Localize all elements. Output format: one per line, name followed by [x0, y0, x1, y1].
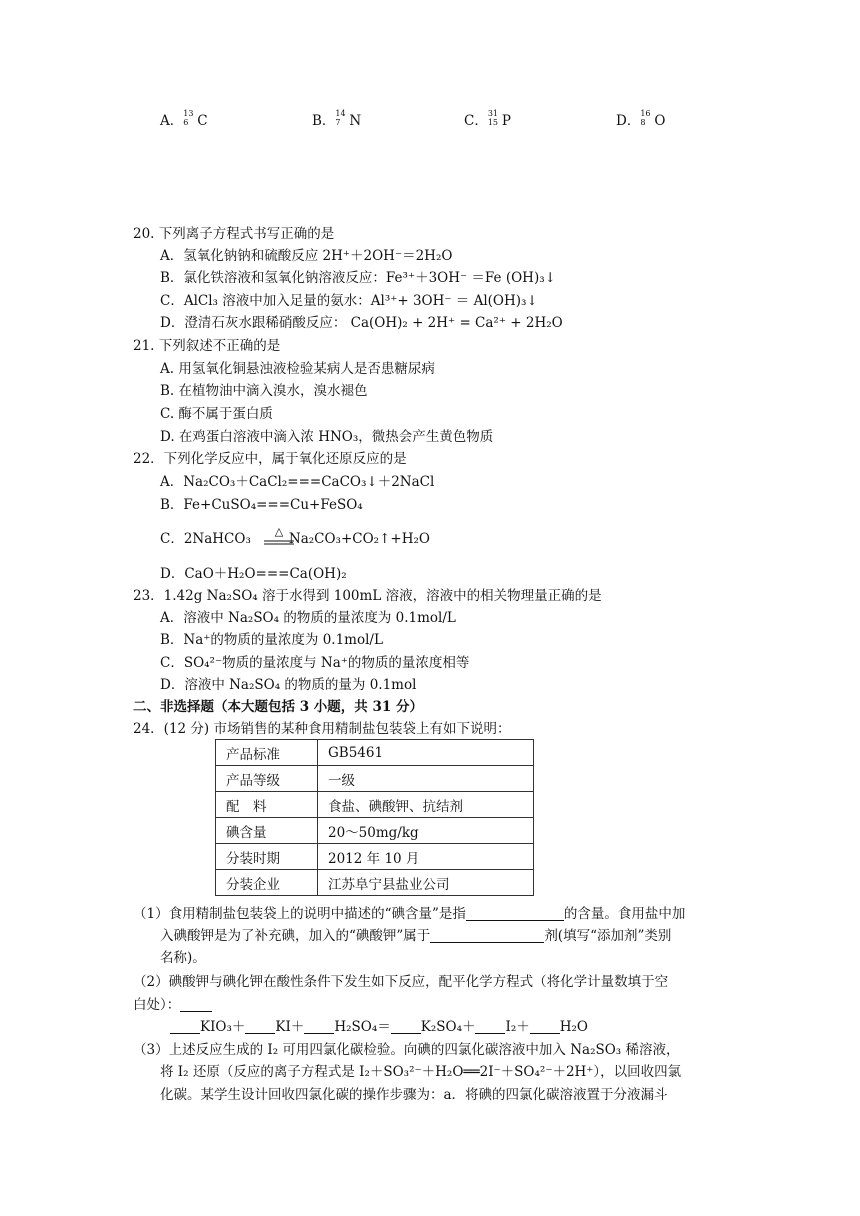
option-a: A． 13 6 C — [160, 109, 208, 129]
table-row — [216, 870, 534, 896]
table-cell: 2012 年 10 月 — [318, 844, 534, 870]
table-cell: 分装企业 — [216, 870, 318, 896]
answer-blank[interactable] — [180, 997, 212, 1012]
table-cell: 产品标准 — [216, 740, 318, 766]
q21-option-a: A. 用氢氧化铜悬浊液检验某病人是否患糖尿病 — [160, 361, 435, 377]
q21-option-c: C. 酶不属于蛋白质 — [160, 406, 273, 422]
q23-option-c: C．SO₄²⁻物质的量浓度与 Na⁺的物质的量浓度相等 — [160, 655, 470, 671]
q22-option-c: C．2NaHCO₃ Na₂CO₃+CO₂↑+H₂O — [160, 531, 430, 547]
coefficient-blank[interactable] — [391, 1019, 421, 1034]
table-row — [216, 792, 534, 818]
q21-option-d: D. 在鸡蛋白溶液中滴入浓 HNO₃，微热会产生黄色物质 — [160, 429, 494, 445]
table-cell: 产品等级 — [216, 766, 318, 792]
table-cell: 碘含量 — [216, 818, 318, 844]
part-2-line-1: （2）碘酸钾与碘化钾在酸性条件下发生如下反应，配平化学方程式（将化学计量数填于空 — [133, 974, 669, 990]
q22-option-a: A．Na₂CO₃＋CaCl₂===CaCO₃↓＋2NaCl — [160, 474, 435, 490]
question-24-stem: 24．(12 分) 市场销售的某种食用精制盐包装袋上有如下说明： — [133, 721, 511, 737]
q20-option-d: D．澄清石灰水跟稀硝酸反应： Ca(OH)₂ + 2H⁺ = Ca²⁺ + 2H₂O — [160, 315, 563, 331]
coefficient-blank[interactable] — [245, 1019, 275, 1034]
balance-equation: KIO₃＋ KI＋ H₂SO₄＝ K₂SO₄＋ I₂＋ H₂O — [170, 1018, 588, 1036]
answer-blank-iodine[interactable] — [466, 906, 564, 921]
option-d: D． 16 8 O — [616, 109, 666, 129]
q23-option-a: A．溶液中 Na₂SO₄ 的物质的量浓度为 0.1mol/L — [160, 610, 456, 626]
section-heading: 二、非选择题（本大题包括 3 小题，共 31 分） — [133, 699, 423, 715]
heat-condition-mark — [264, 525, 294, 547]
part-3-line-3: 化碳。某学生设计回收四氯化碳的操作步骤为：a．将碘的四氯化碳溶液置于分液漏斗 — [160, 1087, 668, 1103]
question-23-stem: 23．1.42g Na₂SO₄ 溶于水得到 100mL 溶液，溶液中的相关物理量正确的是 — [133, 588, 602, 604]
table-row — [216, 844, 534, 870]
q20-option-c: C．AlCl₃ 溶液中加入足量的氨水：Al³⁺+ 3OH⁻ ＝ Al(OH)₃↓ — [160, 293, 538, 309]
coefficient-blank[interactable] — [475, 1019, 505, 1034]
q22-option-d: D．CaO＋H₂O===Ca(OH)₂ — [160, 566, 347, 582]
part-1-line-2: 入碘酸钾是为了补充碘，加入的“碘酸钾”属于 剂(填写“添加剂”类别 — [160, 928, 672, 944]
table-cell: 20～50mg/kg — [318, 818, 534, 844]
part-3-line-1: （3）上述反应生成的 I₂ 可用四氯化碳检验。向碘的四氯化碳溶液中加入 Na₂SO₃ 稀溶液， — [133, 1042, 680, 1058]
q22-option-b: B．Fe+CuSO₄===Cu+FeSO₄ — [160, 497, 363, 513]
table-row — [216, 818, 534, 844]
table-cell: 一级 — [318, 766, 534, 792]
part-1-line-1: （1）食用精制盐包装袋上的说明中描述的“碘含量”是指 的含量。食用盐中加 — [133, 906, 686, 922]
table-cell: 配 料 — [216, 792, 318, 818]
part-1-line-3: 名称)。 — [160, 950, 206, 966]
q23-option-d: D．溶液中 Na₂SO₄ 的物质的量为 0.1mol — [160, 677, 417, 693]
coefficient-blank[interactable] — [170, 1019, 200, 1034]
part-3-line-2: 将 I₂ 还原（反应的离子方程式是 I₂＋SO₃²⁻＋H₂O══2I⁻＋SO₄²⁻＋2H⁺），以回收四氯 — [160, 1064, 682, 1080]
question-20-stem: 20. 下列离子方程式书写正确的是 — [133, 226, 335, 242]
option-b: B． 14 7 N — [312, 109, 362, 129]
q20-option-b: B．氯化铁溶液和氢氧化钠溶液反应：Fe³⁺＋3OH⁻ ＝Fe (OH)₃↓ — [160, 270, 556, 286]
table-cell: 食盐、碘酸钾、抗结剂 — [318, 792, 534, 818]
coefficient-blank[interactable] — [530, 1019, 560, 1034]
table-cell: 江苏阜宁县盐业公司 — [318, 870, 534, 896]
table-cell: 分装时期 — [216, 844, 318, 870]
question-21-stem: 21. 下列叙述不正确的是 — [133, 338, 281, 354]
table-row — [216, 766, 534, 792]
q20-option-a: A．氢氧化钠钠和硫酸反应 2H⁺＋2OH⁻＝2H₂O — [160, 248, 453, 264]
coefficient-blank[interactable] — [304, 1019, 334, 1034]
salt-spec-table — [215, 739, 534, 896]
answer-blank-additive[interactable] — [430, 928, 544, 943]
part-2-line-2: 白处）： — [133, 996, 212, 1014]
heat-symbol: △ — [274, 525, 284, 538]
table-cell: GB5461 — [318, 740, 534, 766]
q23-option-b: B．Na⁺的物质的量浓度为 0.1mol/L — [160, 632, 383, 648]
option-c: C． 31 15 P — [464, 109, 511, 129]
table-row — [216, 740, 534, 766]
q21-option-b: B. 在植物油中滴入溴水，溴水褪色 — [160, 383, 368, 399]
question-22-stem: 22．下列化学反应中，属于氧化还原反应的是 — [133, 451, 407, 467]
